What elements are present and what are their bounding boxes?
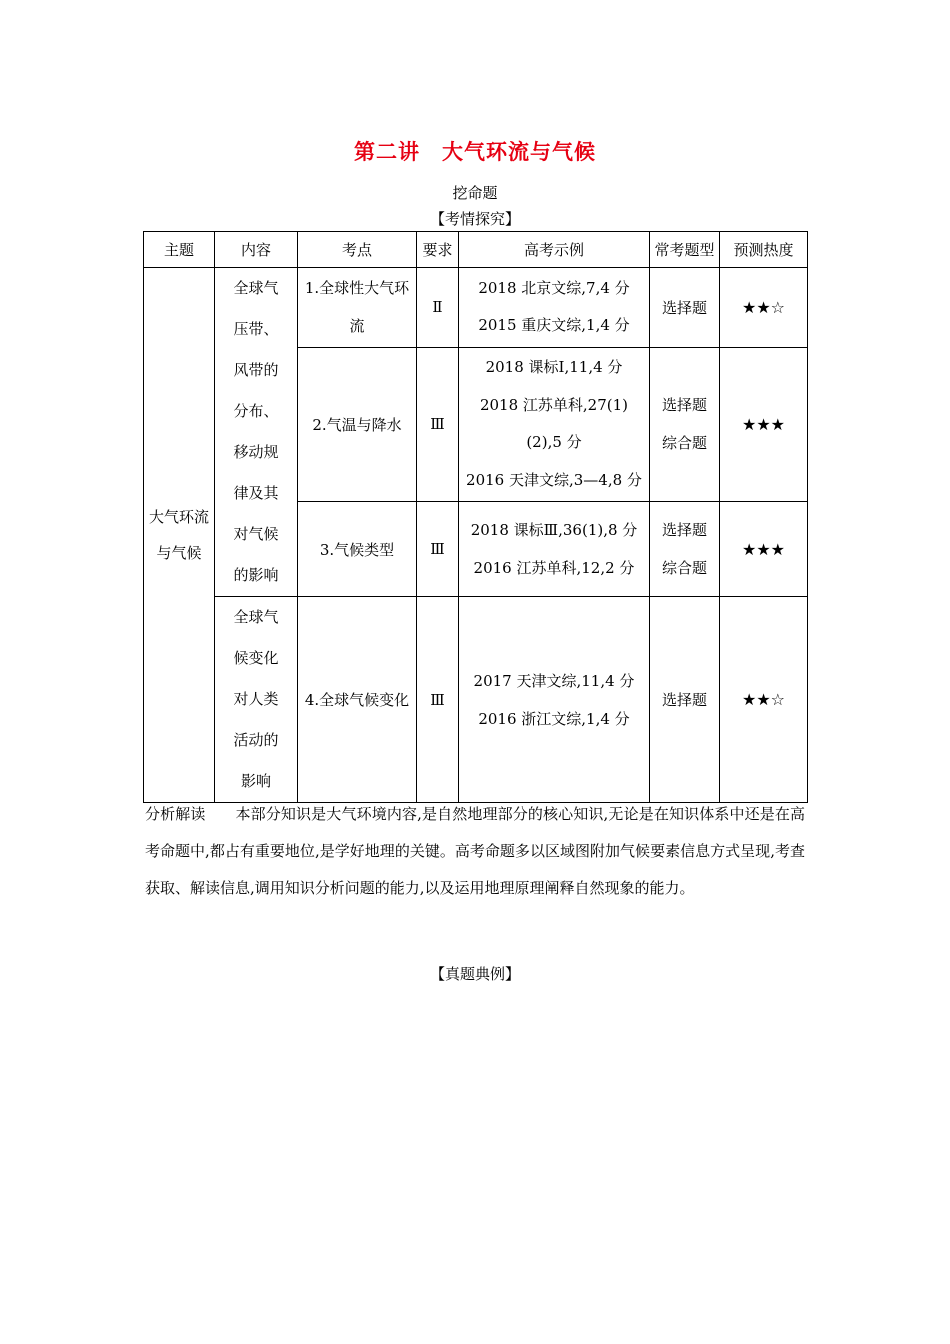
subtitle: 挖命题 — [452, 184, 498, 202]
example-line: 2018 课标Ⅲ,36(1),8 分 — [470, 521, 638, 540]
point-line: 3.气候类型 — [319, 540, 395, 559]
question-type-cell — [650, 268, 720, 348]
example-line: 2016 江苏单科,12,2 分 — [473, 559, 635, 578]
point-line: 2.气温与降水 — [312, 415, 402, 434]
theme-line: 与气候 — [156, 544, 202, 562]
point-line: 1.全球性大气环 — [304, 279, 410, 298]
requirement-cell: Ⅲ — [417, 347, 459, 501]
example-line: 2017 天津文综,11,4 分 — [473, 671, 635, 690]
content-line: 对气候 — [233, 525, 279, 543]
theme-cell — [144, 268, 215, 803]
point-line: 4.全球气候变化 — [304, 691, 410, 709]
content-line: 移动规 — [233, 443, 279, 461]
content-line: 对人类 — [233, 690, 279, 708]
example-line: 2015 重庆文综,1,4 分 — [478, 316, 630, 335]
heat-rating: ★★★ — [720, 502, 808, 597]
point-line: 流 — [349, 317, 365, 336]
analysis-text: 本部分知识是大气环境内容,是自然地理部分的核心知识,无论是在知识体系中还是在高考命题中,都占有重要地位,是学好地理的关键。高考命题多以区域图附加气候要素信息方式呈现,考查获取、解读信息,调用知识分析问题的能力,以及运用地理原理阐释自然现象的能力。 — [145, 805, 805, 897]
content-cell — [215, 268, 298, 597]
content-line: 压带、 — [233, 320, 279, 338]
point-cell — [298, 347, 417, 501]
question-type-cell — [650, 347, 720, 501]
content-line: 影响 — [240, 772, 271, 790]
question-type: 选择题 — [661, 298, 707, 317]
example-line: 2018 江苏单科,27(1) — [479, 395, 629, 414]
content-line: 的影响 — [233, 566, 279, 584]
question-type: 选择题 — [661, 691, 707, 709]
question-type-cell — [650, 502, 720, 597]
heat-rating: ★★☆ — [720, 597, 808, 803]
header-question-type: 常考题型 — [650, 232, 720, 268]
table-row — [144, 268, 808, 348]
requirement-cell: Ⅲ — [417, 597, 459, 803]
exam-analysis-table — [143, 231, 808, 803]
section-heading-real-exam: 【真题典例】 — [429, 965, 520, 983]
question-type-cell — [650, 597, 720, 803]
header-heat: 预测热度 — [720, 232, 808, 268]
header-theme: 主题 — [144, 232, 215, 268]
requirement-cell: Ⅱ — [417, 268, 459, 348]
examples-cell — [459, 268, 650, 348]
examples-cell — [459, 502, 650, 597]
page-title: 第二讲 大气环流与气候 — [354, 140, 596, 164]
section-heading-exam-analysis: 【考情探究】 — [429, 210, 520, 228]
table-row — [144, 597, 808, 803]
question-type: 选择题 — [661, 396, 707, 415]
content-line: 活动的 — [233, 731, 279, 749]
requirement-cell: Ⅲ — [417, 502, 459, 597]
example-line: 2016 浙江文综,1,4 分 — [478, 709, 630, 728]
header-examples: 高考示例 — [459, 232, 650, 268]
question-type: 选择题 — [661, 521, 707, 540]
content-line: 全球气 — [233, 279, 279, 297]
example-line: 2018 课标Ⅰ,11,4 分 — [485, 358, 623, 377]
question-type: 综合题 — [661, 559, 707, 578]
content-cell — [215, 597, 298, 803]
point-cell — [298, 268, 417, 348]
example-line: 2018 北京文综,7,4 分 — [478, 279, 630, 298]
table-header-row — [144, 232, 808, 268]
header-content: 内容 — [215, 232, 298, 268]
content-line: 律及其 — [233, 484, 279, 502]
content-line: 分布、 — [233, 402, 279, 420]
example-line: (2),5 分 — [526, 433, 582, 452]
heat-rating: ★★★ — [720, 347, 808, 501]
content-line: 全球气 — [233, 608, 279, 626]
examples-cell — [459, 347, 650, 501]
header-requirement: 要求 — [417, 232, 459, 268]
content-line: 候变化 — [233, 649, 279, 667]
content-line: 风带的 — [233, 361, 279, 379]
point-cell — [298, 597, 417, 803]
examples-cell — [459, 597, 650, 803]
question-type: 综合题 — [661, 434, 707, 453]
heat-rating: ★★☆ — [720, 268, 808, 348]
example-line: 2016 天津文综,3—4,8 分 — [466, 470, 642, 489]
theme-line: 大气环流 — [148, 508, 209, 526]
analysis-paragraph — [145, 796, 805, 907]
header-point: 考点 — [298, 232, 417, 268]
analysis-label: 分析解读 — [145, 805, 206, 823]
point-cell — [298, 502, 417, 597]
